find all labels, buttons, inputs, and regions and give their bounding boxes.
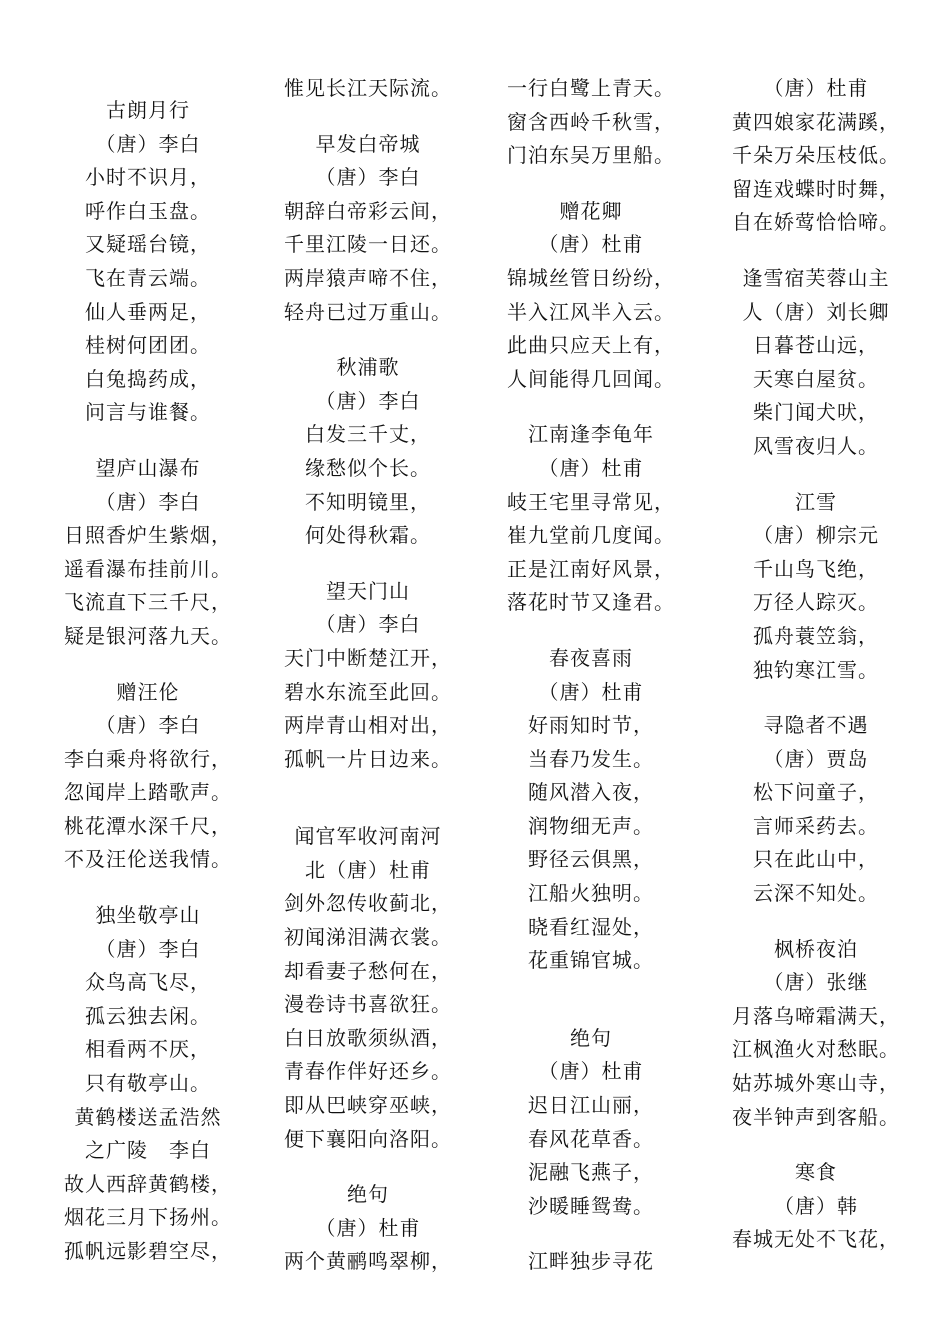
poem-line: 漫卷诗书喜欲狂。 (284, 992, 452, 1017)
poem-line: 初闻涕泪满衣裳。 (284, 925, 452, 950)
poem-line: 飞在青云端。 (85, 265, 211, 290)
poem-line: 只在此山中， (753, 847, 879, 872)
poem-line: 留连戏蝶时时舞， (732, 176, 900, 201)
poem-line: 黄鹤楼送孟浩然 (74, 1104, 222, 1129)
poem-line: 月落乌啼霜满天， (732, 1003, 900, 1028)
poem-line: （唐）杜甫 (538, 1059, 644, 1084)
poem-line: （唐）贾岛 (763, 746, 869, 771)
poem-line: 望庐山瀑布 (95, 455, 201, 480)
poem-line: 烟花三月下扬州。 (64, 1205, 232, 1230)
poem-line: （唐）柳宗元 (753, 523, 879, 548)
poem-line: （唐）李白 (315, 612, 421, 637)
poem-line: 春夜喜雨 (549, 645, 633, 670)
poem-line: （唐）杜甫 (763, 76, 869, 100)
poem-line: 姑苏城外寒山寺， (732, 1071, 900, 1096)
poem-line: 岐王宅里寻常见， (507, 489, 675, 514)
poem-line: 江南逢李龟年 (528, 422, 654, 447)
poem-line: 万径人踪灭。 (753, 590, 879, 615)
poem-line: （唐）杜甫 (538, 232, 644, 257)
poem-line: 野径云俱黑， (528, 847, 654, 872)
poem-line: 人（唐）刘长卿 (742, 299, 890, 324)
poem-line: 花重锦官城。 (528, 948, 654, 973)
poem-line: 寒食 (795, 1160, 837, 1185)
poem-line: 早发白帝城 (315, 131, 421, 156)
poem-column-1 (48, 72, 248, 1269)
poem-line: （唐）杜甫 (538, 679, 644, 704)
poem-line: 相看两不厌， (85, 1037, 211, 1062)
poem-line: 忽闻岸上踏歌声。 (64, 780, 232, 805)
poem-line: 泥融飞燕子， (528, 1160, 654, 1185)
poem-line: 桃花潭水深千尺， (64, 813, 232, 838)
poem-line: 独钓寒江雪。 (753, 657, 879, 682)
poem-line: 孤帆远影碧空尽， (64, 1239, 232, 1263)
poem-line: 迟日江山丽， (528, 1093, 654, 1118)
poem-column-3 (491, 72, 691, 1279)
poem-line: 缘愁似个长。 (305, 455, 431, 480)
poem-line: 黄四娘家花满蹊， (732, 109, 900, 134)
poem-line: 之广陵 李白 (85, 1138, 211, 1163)
poem-line: 只有敬亭山。 (85, 1071, 211, 1096)
poem-line: 松下问童子， (753, 780, 879, 805)
poem-line: 自在娇莺恰恰啼。 (732, 210, 900, 235)
poem-line: 桂树何团团。 (85, 333, 211, 358)
poem-line: 夜半钟声到客船。 (732, 1104, 900, 1129)
poem-line: 落花时节又逢君。 (507, 590, 675, 615)
poem-line: （唐）杜甫 (315, 1215, 421, 1240)
poem-line: 半入江风半入云。 (507, 299, 675, 324)
poem-line: 李白乘舟将欲行， (64, 746, 232, 771)
poem-line: 即从巴峡穿巫峡， (284, 1093, 452, 1118)
poem-line: （唐）李白 (95, 936, 201, 961)
poem-line: 呼作白玉盘。 (85, 198, 211, 223)
poem-line: 孤舟蓑笠翁， (753, 623, 879, 648)
poem-line: 白日放歌须纵酒， (284, 1025, 452, 1050)
poem-line: 风雪夜归人。 (753, 433, 879, 458)
poem-line: 望天门山 (326, 578, 410, 603)
poem-line: 古朗月行 (106, 98, 190, 122)
poem-line: 闻官军收河南河 (294, 824, 442, 849)
poem-line: 白发三千丈， (305, 422, 431, 447)
poem-line: 云深不知处。 (753, 881, 879, 906)
poem-line: 赠汪伦 (116, 679, 180, 704)
poem-line: 疑是银河落九天。 (64, 623, 232, 648)
poem-line: 锦城丝管日纷纷， (507, 265, 675, 290)
poem-line: （唐）韩 (774, 1193, 858, 1218)
poem-line: 日暮苍山远， (753, 333, 879, 358)
poem-line: 白兔捣药成， (85, 366, 211, 391)
poem-line: 不知明镜里， (305, 489, 431, 514)
poem-line: 不及汪伦送我情。 (64, 847, 232, 872)
poem-line: 正是江南好风景， (507, 556, 675, 581)
poem-line: 小时不识月， (85, 165, 211, 190)
poem-line: 门泊东吴万里船。 (507, 143, 675, 168)
poem-line: 言师采药去。 (753, 813, 879, 838)
poem-line: 秋浦歌 (336, 355, 400, 380)
poem-line: 人间能得几回闻。 (507, 366, 675, 391)
poem-line: 千朵万朵压枝低。 (732, 143, 900, 168)
poem-line: 枫桥夜泊 (774, 936, 858, 961)
poem-line: 孤帆一片日边来。 (284, 746, 452, 771)
poem-line: 当春乃发生。 (528, 746, 654, 771)
poem-line: 两岸猿声啼不住， (284, 265, 452, 290)
poem-column-4 (716, 72, 916, 1257)
poem-line: 故人西辞黄鹤楼， (64, 1171, 232, 1196)
poem-line: 日照香炉生紫烟， (64, 523, 232, 548)
poem-line: 一行白鹭上青天。 (507, 76, 675, 100)
poem-line: 窗含西岭千秋雪， (507, 109, 675, 134)
poem-line: （唐）杜甫 (538, 455, 644, 480)
poem-line: 江船火独明。 (528, 881, 654, 906)
poem-line: 碧水东流至此回。 (284, 679, 452, 704)
poem-line: 春城无处不飞花， (732, 1227, 900, 1252)
poem-line: （唐）李白 (315, 388, 421, 413)
poem-line: （唐）李白 (95, 131, 201, 156)
poem-line: 轻舟已过万重山。 (284, 299, 452, 324)
poem-line: 两个黄鹂鸣翠柳， (284, 1249, 452, 1274)
poem-line: 飞流直下三千尺， (64, 590, 232, 615)
poem-line: 好雨知时节， (528, 713, 654, 738)
poem-line: 独坐敬亭山 (95, 903, 201, 928)
poem-line: 孤云独去闲。 (85, 1003, 211, 1028)
poem-line: 何处得秋霜。 (305, 523, 431, 548)
poem-line: 仙人垂两足， (85, 299, 211, 324)
poem-line: 赠花卿 (559, 198, 623, 223)
poem-line: 朝辞白帝彩云间， (284, 198, 452, 223)
poem-line: （唐）李白 (95, 713, 201, 738)
poem-line: 千山鸟飞绝， (753, 556, 879, 581)
poem-line: （唐）张继 (763, 970, 869, 995)
poem-line: 问言与谁餐。 (85, 400, 211, 425)
poem-line: 江枫渔火对愁眠。 (732, 1037, 900, 1062)
poem-line: 北（唐）杜甫 (305, 857, 431, 882)
poem-line: 春风花草香。 (528, 1126, 654, 1151)
poem-line: 却看妻子愁何在， (284, 958, 452, 983)
poem-line: 天门中断楚江开， (284, 645, 452, 670)
poem-line: 两岸青山相对出， (284, 713, 452, 738)
poem-line: 润物细无声。 (528, 813, 654, 838)
poem-line: 寻隐者不遇 (763, 713, 869, 738)
poem-line: 又疑瑶台镜， (85, 232, 211, 257)
poem-line: （唐）李白 (95, 489, 201, 514)
poem-line: 剑外忽传收蓟北， (284, 891, 452, 916)
poem-line: 柴门闻犬吠， (753, 400, 879, 425)
poem-line: 青春作伴好还乡。 (284, 1059, 452, 1084)
poem-line: 惟见长江天际流。 (284, 76, 452, 100)
poem-line: 江雪 (795, 489, 837, 514)
poem-line: 此曲只应天上有， (507, 333, 675, 358)
poem-column-2 (268, 72, 468, 1279)
poem-line: 逢雪宿芙蓉山主 (742, 265, 890, 290)
poem-line: 江畔独步寻花 (528, 1249, 654, 1274)
poem-line: 沙暖睡鸳鸯。 (528, 1193, 654, 1218)
poem-line: 千里江陵一日还。 (284, 232, 452, 257)
poem-line: 众鸟高飞尽， (85, 970, 211, 995)
poem-line: 便下襄阳向洛阳。 (284, 1126, 452, 1151)
poem-line: 遥看瀑布挂前川。 (64, 556, 232, 581)
poem-line: 绝句 (347, 1182, 389, 1207)
poem-line: 崔九堂前几度闻。 (507, 523, 675, 548)
poem-line: 天寒白屋贫。 (753, 366, 879, 391)
poem-line: 随风潜入夜， (528, 780, 654, 805)
poem-line: （唐）李白 (315, 165, 421, 190)
poem-line: 晓看红湿处， (528, 914, 654, 939)
poem-line: 绝句 (570, 1025, 612, 1050)
